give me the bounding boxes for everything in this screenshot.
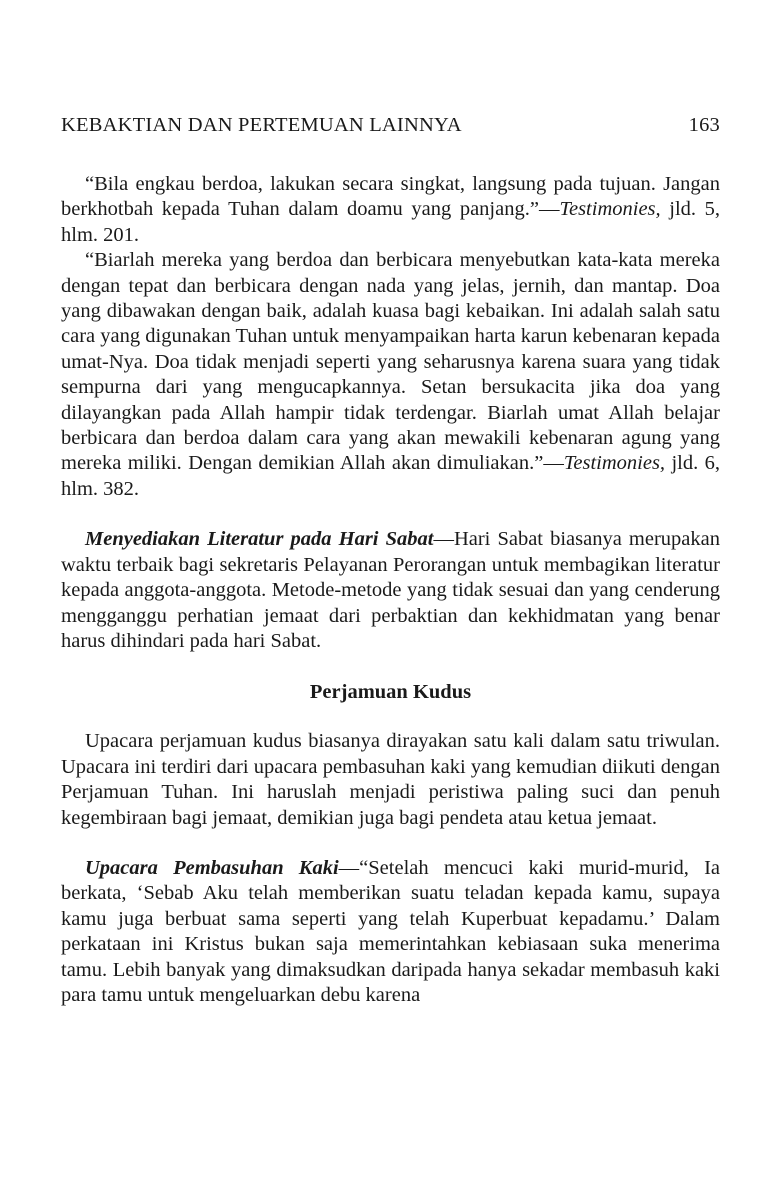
quote-1-source: Testimonies, — [559, 198, 661, 221]
quote-1-ref: jld. 5, hlm. 201. — [61, 198, 720, 246]
running-head-title: KEBAKTIAN DAN PERTEMUAN LAINNYA — [61, 114, 462, 136]
quote-paragraph-1 — [61, 172, 720, 248]
literature-text: —Hari Sabat biasanya merupakan waktu terbaik bagi sekretaris Pelayanan Perorangan untuk membagikan literatur kepada anggota-anggota. Metode-metode yang tidak sesuai dan yang cenderung mengganggu perhatian jemaat dari perbaktian dan kekhidmatan yang benar harus dihindari pada hari Sabat. — [61, 528, 720, 652]
literature-paragraph — [61, 527, 720, 654]
footwashing-text: —“Setelah mencuci kaki murid-murid, Ia berkata, ‘Sebab Aku telah memberikan suatu teladan kepada kamu, supaya kamu juga berbuat sama seperti yang telah Kuperbuat kepadamu.’ Dalam perkataan ini Kristus bukan saja memerintahkan kebiasaan suka menerima tamu. Lebih banyak yang dimaksudkan daripada hanya sekadar membasuh kaki para tamu untuk mengeluarkan debu karena — [61, 856, 720, 1006]
running-header — [61, 114, 720, 137]
footwashing-paragraph — [61, 856, 720, 1008]
quote-1-text: “Bila engkau berdoa, lakukan secara singkat, langsung pada tujuan. Jangan berkhotbah kepada Tuhan dalam doamu yang panjang.”— — [61, 173, 720, 221]
communion-text: Upacara perjamuan kudus biasanya dirayakan satu kali dalam satu triwulan. Upacara ini terdiri dari upacara pembasuhan kaki yang kemudian diikuti dengan Perjamuan Tuhan. Ini haruslah menjadi peristiwa paling suci dan penuh kegembiraan bagi jemaat, demikian juga bagi pendeta atau ketua jemaat. — [61, 730, 720, 829]
communion-paragraph — [61, 729, 720, 831]
book-page — [61, 114, 720, 1008]
quote-2-ref: jld. 6, hlm. 382. — [61, 452, 720, 500]
quote-2-text: “Biarlah mereka yang berdoa dan berbicara menyebutkan kata-kata mereka dengan tepat dan berbicara dengan nada yang jelas, jernih, dan mantap. Doa yang dibawakan dengan baik, adalah kuasa bagi kebaikan. Ini adalah salah satu cara yang digunakan Tuhan untuk menyampaikan harta karun kebenaran kepada umat-Nya. Doa tidak menjadi seperti yang seharusnya karena suara yang tidak sempurna dari yang mengucapkannya. Setan bersukacita jika doa yang dilayangkan pada Allah hampir tidak terdengar. Biarlah umat Allah belajar berbicara dan berdoa dalam cara yang akan mewakili kebenaran agung yang mereka miliki. Dengan demikian Allah akan dimuliakan.”— — [61, 249, 720, 475]
page-number: 163 — [688, 114, 720, 136]
section-heading: Perjamuan Kudus — [309, 681, 472, 704]
footwashing-run-in-heading: Upacara Pembasuhan Kaki — [85, 856, 339, 879]
quote-paragraph-2 — [61, 248, 720, 502]
quote-2-source: Testimonies, — [563, 452, 666, 475]
body-text — [61, 172, 720, 1008]
literature-run-in-heading: Menyediakan Literatur pada Hari Sabat — [85, 528, 434, 551]
